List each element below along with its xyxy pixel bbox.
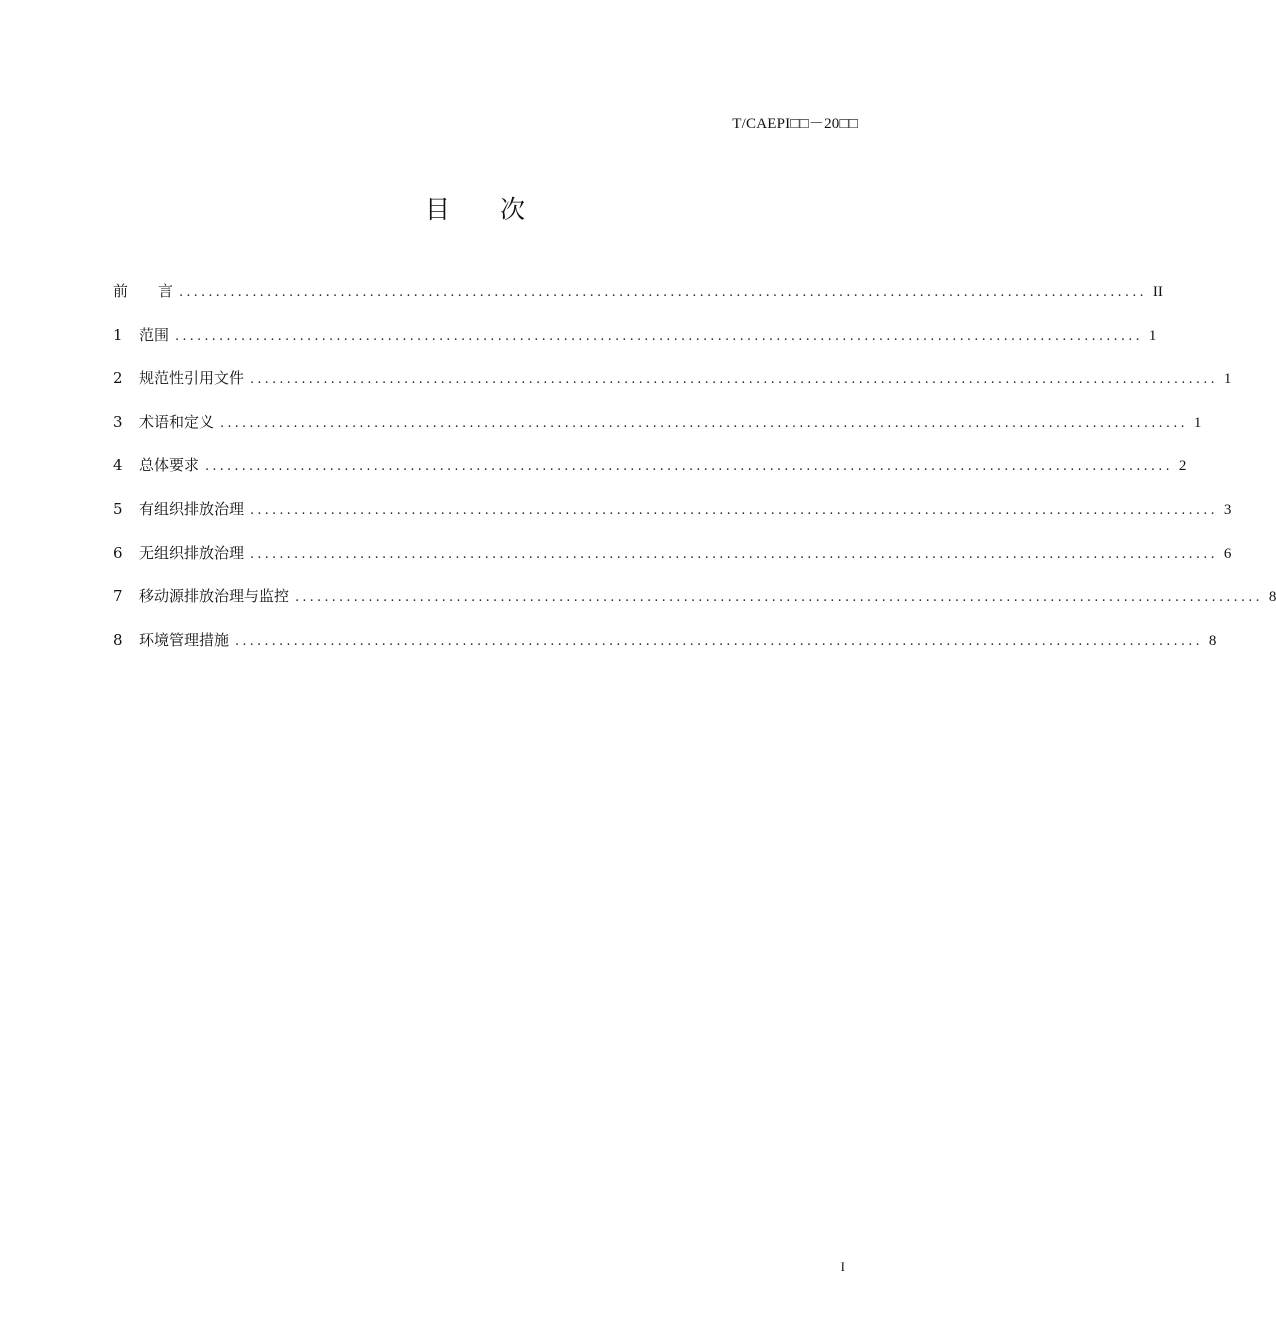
- toc-entry-number: 1: [113, 325, 123, 344]
- toc-entry-environmental-management[interactable]: [113, 627, 1217, 671]
- toc-dot-leader: ....................................................................................................................................: [250, 502, 1218, 518]
- toc-entry-terms-definitions[interactable]: [113, 409, 1202, 453]
- toc-entry-title: 环境管理措施: [139, 630, 230, 649]
- toc-entry-page: II: [1152, 284, 1163, 300]
- toc-entry-title: 有组织排放治理: [139, 499, 245, 518]
- toc-entry-number: 2: [113, 369, 123, 388]
- toc-dot-leader: ....................................................................................................................................: [250, 372, 1218, 388]
- toc-entry-page: 1: [1148, 327, 1157, 344]
- toc-entry-title: 规范性引用文件: [139, 369, 245, 388]
- page-number: I: [840, 1259, 845, 1274]
- toc-dot-leader: ....................................................................................................................................: [295, 590, 1263, 606]
- toc-entry-title: 移动源排放治理与监控: [139, 587, 290, 606]
- toc-entry-title: 无组织排放治理: [139, 543, 245, 562]
- toc-entry-mobile-source[interactable]: [113, 583, 1276, 627]
- toc-entry-page: 1: [1223, 371, 1232, 388]
- toc-entry-number: 6: [113, 543, 123, 562]
- toc-entry-number: 4: [113, 456, 123, 475]
- toc-title: 目 次: [424, 195, 525, 224]
- toc-entry-scope[interactable]: [113, 322, 1157, 366]
- toc-dot-leader: ....................................................................................................................................: [179, 285, 1147, 300]
- toc-entry-foreword[interactable]: [113, 278, 1163, 322]
- toc-entry-number: 7: [113, 587, 123, 606]
- toc-entry-general-requirements[interactable]: [113, 452, 1187, 496]
- toc-entry-page: 8: [1208, 632, 1217, 649]
- toc-dot-leader: ....................................................................................................................................: [175, 328, 1143, 344]
- toc-entry-title: 范围: [139, 325, 170, 344]
- toc-entry-page: 6: [1223, 545, 1232, 562]
- toc-entry-title: 前 言: [113, 282, 174, 300]
- table-of-contents: [113, 278, 1276, 670]
- toc-entry-title: 术语和定义: [139, 412, 215, 431]
- toc-entry-number: 8: [113, 630, 123, 649]
- toc-dot-leader: ....................................................................................................................................: [250, 546, 1218, 562]
- toc-entry-number: 5: [113, 499, 123, 518]
- toc-entry-normative-references[interactable]: [113, 365, 1232, 409]
- toc-entry-title: 总体要求: [139, 456, 200, 475]
- toc-entry-page: 8: [1268, 589, 1276, 606]
- toc-entry-fugitive-emission[interactable]: [113, 540, 1232, 584]
- toc-dot-leader: ....................................................................................................................................: [235, 633, 1203, 649]
- toc-entry-number: 3: [113, 412, 123, 431]
- toc-dot-leader: ....................................................................................................................................: [205, 459, 1173, 475]
- toc-dot-leader: ....................................................................................................................................: [220, 415, 1188, 431]
- toc-entry-page: 3: [1223, 501, 1232, 518]
- document-code: T/CAEPI□□－20□□: [732, 116, 858, 132]
- toc-entry-page: 2: [1178, 458, 1187, 475]
- toc-entry-page: 1: [1193, 414, 1202, 431]
- toc-entry-organized-emission[interactable]: [113, 496, 1232, 540]
